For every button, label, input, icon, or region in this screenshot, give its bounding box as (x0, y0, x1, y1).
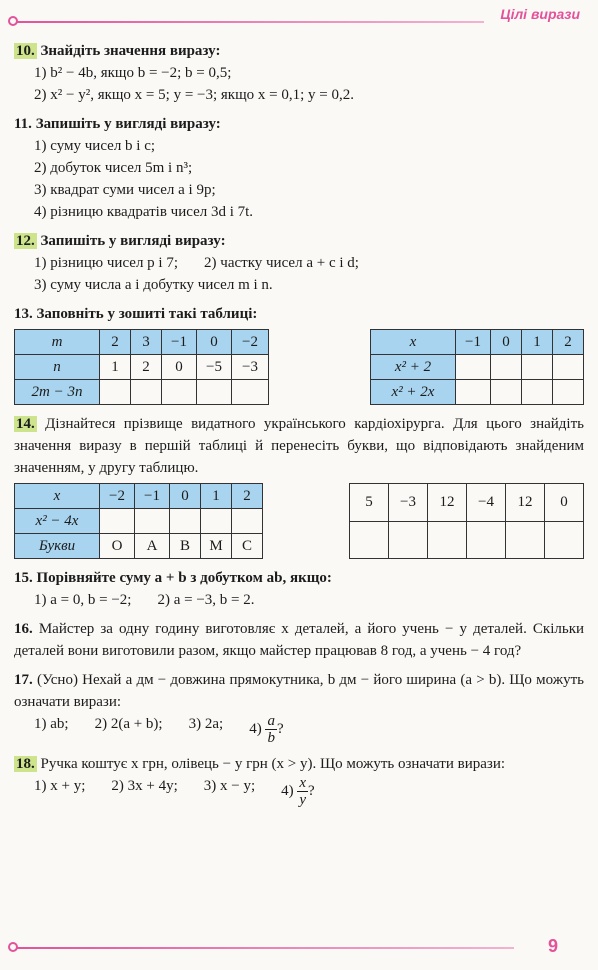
task-item: 3) 2a; (188, 716, 224, 732)
table-cell: 0 (491, 330, 522, 355)
table-cell: C (232, 534, 263, 559)
table-cell: x (371, 330, 456, 355)
task-item: 2) добуток чисел 5m і n³; (34, 160, 193, 176)
task-item: 1) x + y; (34, 778, 86, 794)
table-cell: 0 (197, 330, 232, 355)
table-row (350, 521, 584, 559)
table-cell: −3 (232, 355, 269, 380)
table-cell: 0 (545, 484, 584, 522)
table-cell (100, 380, 131, 405)
table-cell: 2m − 3n (15, 380, 100, 405)
task-heading: Заповніть у зошиті такі таблиці: (36, 306, 258, 322)
table-cell: 2 (232, 484, 263, 509)
task-item: 3) x − y; (203, 778, 256, 794)
task-number: 18. (16, 756, 35, 772)
table-row (15, 355, 269, 380)
table-cell (100, 509, 135, 534)
table-answer (349, 483, 584, 559)
table-cell (428, 521, 467, 559)
table-cell (456, 380, 491, 405)
table-cell (201, 509, 232, 534)
task-heading: Порівняйте суму a + b з добутком ab, якщо: (36, 570, 332, 586)
task-number: 12. (16, 233, 35, 249)
task-text: Дізнайтеся прізвище видатного українського кардіохірурга. Для цього знайдіть значення виразу в першій таблиці й перенесіть букви, що відповідають знайденим значенням, у другу таблицю. (14, 416, 584, 476)
page-footer (0, 920, 598, 970)
task-item: 2) частку чисел a + c і d; (204, 255, 359, 271)
task-16 (14, 618, 584, 662)
table-row (371, 380, 584, 405)
table-cell (467, 521, 506, 559)
table-cell (162, 380, 197, 405)
table-cell (170, 509, 201, 534)
task-heading: Запишіть у вигляді виразу: (40, 233, 226, 249)
table-x (370, 329, 584, 405)
table-cell: 2 (131, 355, 162, 380)
table-cell (135, 509, 170, 534)
task-item: 3) суму числа a і добутку чисел m і n. (34, 277, 273, 293)
table-row (15, 380, 269, 405)
footer-rule (14, 947, 514, 949)
task-heading: Знайдіть значення виразу: (40, 43, 221, 59)
table-cell: x² − 4x (15, 509, 100, 534)
table-cell (491, 380, 522, 405)
task-number: 11. (14, 116, 32, 132)
task-18 (14, 753, 584, 808)
task-text: Ручка коштує x грн, олівець − y грн (x > y). Що можуть означати вирази: (40, 756, 506, 772)
table-cell: M (201, 534, 232, 559)
task-item: 3) квадрат суми чисел a і 9p; (34, 182, 216, 198)
table-cell: −1 (456, 330, 491, 355)
footer-circle (8, 942, 18, 952)
task-text: Майстер за одну годину виготовляє x деталей, а його учень − y деталей. Скільки деталей вони виготовили разом, якщо майстер працював 8 год, а учень − 4 год? (14, 621, 585, 659)
header-rule (14, 21, 484, 23)
table-cell (456, 355, 491, 380)
table-cell: −3 (389, 484, 428, 522)
table-row (371, 355, 584, 380)
task-heading: Запишіть у вигляді виразу: (35, 116, 221, 132)
task-12 (14, 230, 584, 296)
task-item: 1) різницю чисел p і 7; (34, 255, 179, 271)
table-cell: 1 (201, 484, 232, 509)
page-content (14, 40, 584, 815)
table-row (15, 484, 263, 509)
task-11 (14, 113, 584, 223)
table-m-n (14, 329, 269, 405)
table-cell: A (135, 534, 170, 559)
table-cell (491, 355, 522, 380)
table-letters (14, 483, 263, 559)
table-cell: 12 (506, 484, 545, 522)
table-row (15, 509, 263, 534)
table-cell: n (15, 355, 100, 380)
task-number: 16. (14, 621, 33, 637)
task-item: 4) різницю квадратів чисел 3d і 7t. (34, 204, 254, 220)
task-item: 1) a = 0, b = −2; (34, 592, 132, 608)
table-cell (232, 380, 269, 405)
table-cell (553, 355, 584, 380)
table-cell: B (170, 534, 201, 559)
task-item: 1) ab; (34, 716, 69, 732)
task-item: 2) a = −3, b = 2. (157, 592, 255, 608)
table-cell: x² + 2x (371, 380, 456, 405)
table-cell: 3 (131, 330, 162, 355)
table-cell (522, 355, 553, 380)
table-cell: O (100, 534, 135, 559)
table-cell: 1 (100, 355, 131, 380)
table-row (15, 534, 263, 559)
task-item-fraction: 4) $\frac{x}{y}$ ? (281, 775, 315, 808)
task-14 (14, 413, 584, 559)
table-cell: −1 (162, 330, 197, 355)
table-cell (553, 380, 584, 405)
task-item: 2) 3x + 4y; (111, 778, 178, 794)
table-row (350, 484, 584, 522)
table-cell (131, 380, 162, 405)
table-row (15, 330, 269, 355)
task-text: (Усно) Нехай a дм − довжина прямокутника, b дм − його ширина (a > b). Що можуть означати вирази: (14, 672, 585, 710)
task-number: 13. (14, 306, 33, 322)
table-cell: 0 (162, 355, 197, 380)
table-cell (506, 521, 545, 559)
table-cell (522, 380, 553, 405)
task-number: 17. (14, 672, 33, 688)
table-cell: 2 (553, 330, 584, 355)
task-10 (14, 40, 584, 106)
table-cell: m (15, 330, 100, 355)
page-number: 9 (547, 936, 558, 956)
table-cell: x (15, 484, 100, 509)
table-cell: −2 (232, 330, 269, 355)
table-cell (232, 509, 263, 534)
table-cell (350, 521, 389, 559)
task-17 (14, 669, 584, 746)
table-cell: 5 (350, 484, 389, 522)
task-item: 1) b² − 4b, якщо b = −2; b = 0,5; (34, 65, 232, 81)
task-item: 2) x² − y², якщо x = 5; y = −3; якщо x = 0,1; y = 0,2. (34, 87, 354, 103)
table-cell: 12 (428, 484, 467, 522)
task-number: 10. (16, 43, 35, 59)
table-cell: Букви (15, 534, 100, 559)
table-cell: −1 (135, 484, 170, 509)
header-circle (8, 16, 18, 26)
page-header (0, 0, 598, 36)
task-number: 15. (14, 570, 33, 586)
task-item: 2) 2(a + b); (94, 716, 163, 732)
table-cell: x² + 2 (371, 355, 456, 380)
section-title: Цілі вирази (500, 6, 580, 22)
table-cell (197, 380, 232, 405)
task-item: 1) суму чисел b і c; (34, 138, 156, 154)
table-cell: −5 (197, 355, 232, 380)
task-item-fraction: 4) $\frac{a}{b}$ ? (249, 713, 284, 746)
table-cell: −2 (100, 484, 135, 509)
table-cell: 2 (100, 330, 131, 355)
table-cell (545, 521, 584, 559)
table-cell (389, 521, 428, 559)
task-number: 14. (16, 416, 35, 432)
task-15 (14, 567, 584, 611)
table-cell: 1 (522, 330, 553, 355)
task-13 (14, 303, 584, 405)
table-cell: −4 (467, 484, 506, 522)
table-row (371, 330, 584, 355)
table-cell: 0 (170, 484, 201, 509)
